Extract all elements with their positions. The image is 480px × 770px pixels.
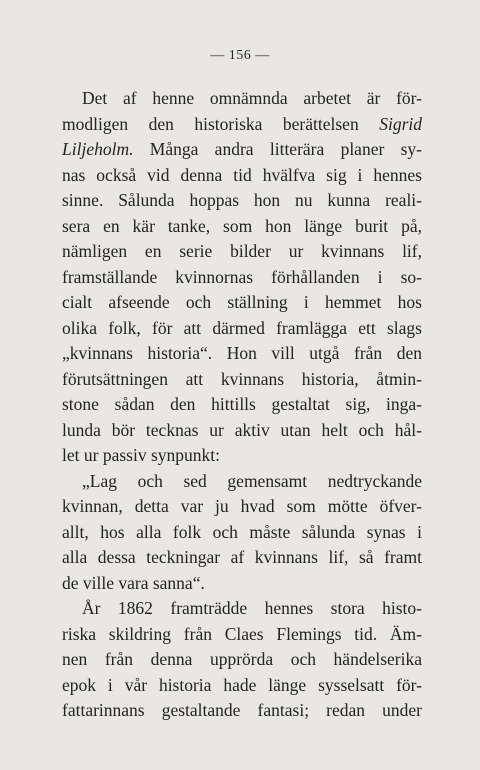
text-line: riska skildring från Claes Flemings tid. Äm- [62,623,422,644]
text-line: sinne. Sålunda hoppas hon nu kunna reali- [62,190,422,210]
text-line: framställande kvinnornas förhållanden i so- [62,266,422,287]
text-line: nas också vid denna tid hvälfva sig i hennes [62,164,422,185]
text-line: de ville vara sanna“. [62,572,205,593]
text-line: förutsättningen att kvinnans historia, åtmin- [62,368,422,389]
text-line: År 1862 framträdde hennes stora histo- [82,598,422,618]
text-line: „kvinnans historia“. Hon vill utgå från den [62,343,422,363]
text-line: allt, hos alla folk och måste sålunda synas i [62,521,422,542]
body-text [62,86,422,724]
text-line: sera en kär tanke, som hon länge burit på, [62,215,422,236]
text-line: Det af henne omnämnda arbetet är för- [82,88,422,108]
text-line: epok i vår historia hade länge sysselsatt för- [62,674,422,695]
text-line: fattarinnans gestaltande fantasi; redan under [62,700,422,720]
text-line: Liljeholm. Många andra litterära planer sy- [62,139,422,159]
text-line: kvinnan, detta var ju hvad som mötte öfver- [62,496,422,516]
text-line: nen från denna upprörda och händelserika [62,649,422,669]
text-line: modligen den historiska berättelsen Sigrid [62,113,422,134]
text-line: stone sådan den hittills gestaltat sig, inga- [62,394,422,414]
page-number: — 156 — [210,48,270,63]
text-line: alla dessa teckningar af kvinnans lif, så framt [62,547,422,567]
text-line: nämligen en serie bilder ur kvinnans lif, [62,241,422,261]
text-line: „Lag och sed gemensamt nedtryckande [82,470,422,491]
text-line: cialt afseende och ställning i hemmet hos [62,292,422,312]
text-line: olika folk, för att därmed framlägga ett slags [62,317,422,338]
text-line: let ur passiv synpunkt: [62,445,220,465]
text-line: lunda bör tecknas ur aktiv utan helt och hål- [62,419,422,440]
